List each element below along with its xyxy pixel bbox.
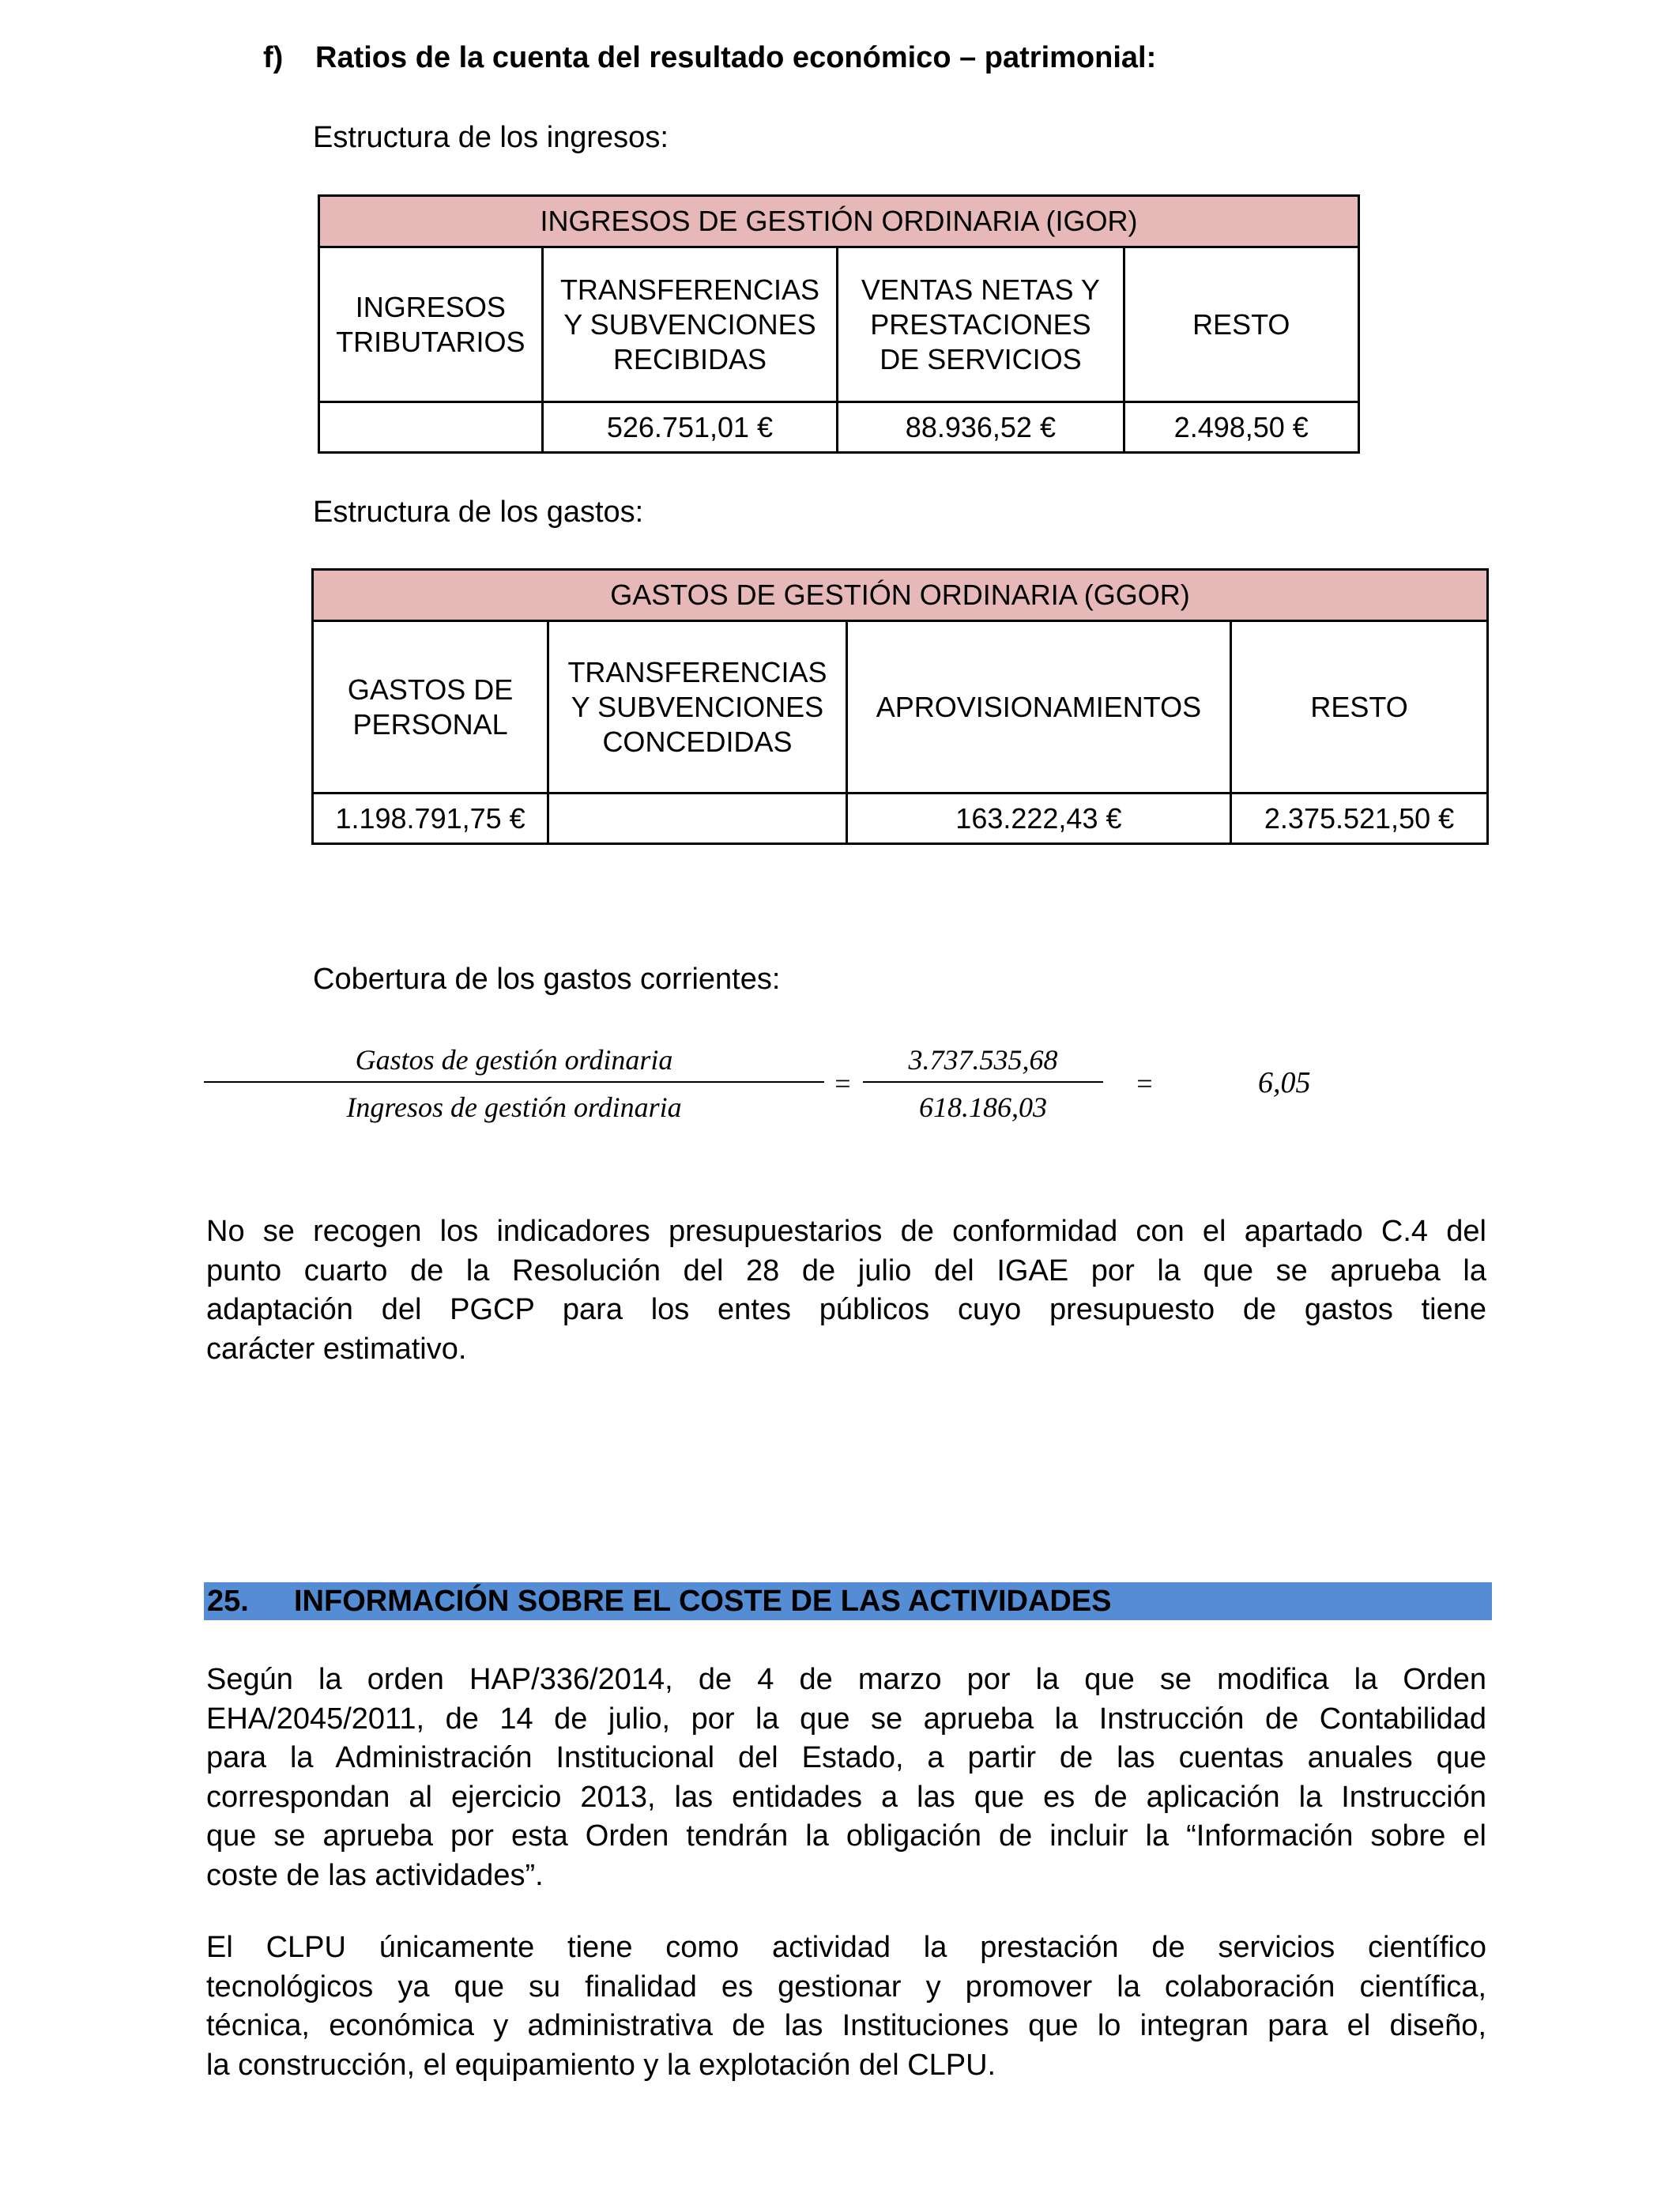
ratio-value-fraction-bar bbox=[863, 1081, 1103, 1083]
paragraph-line: técnica, económica y administrativa de las Instituciones que lo integran para el diseño, bbox=[206, 2009, 1486, 2042]
ingresos-value-ventas: 88.936,52 € bbox=[838, 402, 1124, 453]
paragraph-line: tecnológicos ya que su finalidad es gestionar y promover la colaboración científica, bbox=[206, 1970, 1486, 2004]
cobertura-subtitle: Cobertura de los gastos corrientes: bbox=[313, 963, 781, 996]
col-label-line: GASTOS DE bbox=[347, 673, 514, 706]
ingresos-table bbox=[318, 194, 1360, 454]
col-label-line: CONCEDIDAS bbox=[602, 725, 793, 758]
note-paragraph bbox=[206, 1212, 1486, 1369]
col-label-line: INGRESOS bbox=[355, 290, 506, 323]
section-25-paragraph-2 bbox=[206, 1928, 1486, 2085]
paragraph-line: punto cuarto de la Resolución del 28 de julio del IGAE por la que se aprueba la bbox=[206, 1253, 1486, 1287]
ratio-denominator-value: 618.186,03 bbox=[919, 1091, 1047, 1123]
col-label-line: PERSONAL bbox=[352, 707, 508, 741]
gastos-col-header-resto bbox=[1231, 621, 1488, 794]
col-label-line: RESTO bbox=[1310, 690, 1408, 723]
section-f-title: Ratios de la cuenta del resultado económico – patrimonial: bbox=[315, 41, 1157, 74]
paragraph-line: la construcción, el equipamiento y la explotación del CLPU. bbox=[206, 2048, 996, 2082]
ingresos-col-header-transferencias bbox=[542, 247, 838, 402]
ingresos-value-transferencias: 526.751,01 € bbox=[542, 402, 838, 453]
ingresos-table-header: INGRESOS DE GESTIÓN ORDINARIA (IGOR) bbox=[319, 196, 1359, 247]
ingresos-value-resto: 2.498,50 € bbox=[1124, 402, 1358, 453]
paragraph-line: Según la orden HAP/336/2014, de 4 de marzo por la que se modifica la Orden bbox=[206, 1663, 1486, 1696]
gastos-value-transferencias bbox=[548, 794, 847, 844]
paragraph-line: EHA/2045/2011, de 14 de julio, por la que se aprueba la Instrucción de Contabilidad bbox=[206, 1702, 1486, 1736]
paragraph-line: coste de las actividades”. bbox=[206, 1858, 544, 1892]
section-f-label: f) bbox=[263, 41, 284, 74]
col-label-line: RESTO bbox=[1192, 307, 1290, 341]
paragraph-line: para la Administración Institucional del Estado, a partir de las cuentas anuales que bbox=[206, 1741, 1486, 1774]
gastos-col-header-personal bbox=[313, 621, 548, 794]
section-25-paragraph-1 bbox=[206, 1661, 1486, 1895]
ingresos-subtitle: Estructura de los ingresos: bbox=[313, 121, 669, 154]
ingresos-col-header-ventas bbox=[838, 247, 1124, 402]
ratio-numerator-label: Gastos de gestión ordinaria bbox=[355, 1044, 673, 1076]
paragraph-line: No se recogen los indicadores presupuestarios de conformidad con el apartado C.4 del bbox=[206, 1215, 1486, 1248]
ingresos-value-tributarios bbox=[319, 402, 543, 453]
col-label-line: APROVISIONAMIENTOS bbox=[876, 690, 1202, 723]
gastos-table bbox=[311, 568, 1489, 845]
gastos-value-personal: 1.198.791,75 € bbox=[313, 794, 548, 844]
gastos-col-header-aprovisionamientos bbox=[846, 621, 1230, 794]
col-label-line: TRANSFERENCIAS bbox=[567, 655, 827, 688]
col-label-line: Y SUBVENCIONES bbox=[563, 307, 816, 341]
ratio-equals-1: = bbox=[833, 1068, 853, 1099]
ratio-numerator-value: 3.737.535,68 bbox=[908, 1044, 1058, 1076]
gastos-table-header: GASTOS DE GESTIÓN ORDINARIA (GGOR) bbox=[313, 570, 1488, 621]
ratio-denominator-label: Ingresos de gestión ordinaria bbox=[346, 1091, 682, 1123]
col-label-line: PRESTACIONES bbox=[870, 307, 1091, 341]
ratio-fraction-bar bbox=[204, 1081, 824, 1083]
col-label-line: TRIBUTARIOS bbox=[336, 325, 525, 358]
section-f-heading bbox=[263, 41, 1156, 75]
gastos-subtitle: Estructura de los gastos: bbox=[313, 496, 644, 529]
ingresos-col-header-tributarios bbox=[319, 247, 543, 402]
section-25-number: 25. bbox=[207, 1585, 249, 1618]
paragraph-line: que se aprueba por esta Orden tendrán la obligación de incluir la “Información sobre el bbox=[206, 1819, 1486, 1853]
col-label-line: TRANSFERENCIAS bbox=[559, 273, 819, 306]
paragraph-line: correspondan al ejercicio 2013, las entidades a las que es de aplicación la Instrucción bbox=[206, 1780, 1486, 1814]
gastos-col-header-transferencias bbox=[548, 621, 847, 794]
ratio-equals-2: = bbox=[1135, 1068, 1155, 1099]
section-25-heading bbox=[204, 1582, 1492, 1620]
ratio-result: 6,05 bbox=[1258, 1066, 1311, 1099]
paragraph-line: adaptación del PGCP para los entes públicos cuyo presupuesto de gastos tiene bbox=[206, 1293, 1486, 1326]
gastos-value-resto: 2.375.521,50 € bbox=[1231, 794, 1488, 844]
col-label-line: VENTAS NETAS Y bbox=[861, 273, 1100, 306]
ingresos-col-header-resto bbox=[1124, 247, 1358, 402]
paragraph-line: carácter estimativo. bbox=[206, 1332, 467, 1366]
col-label-line: Y SUBVENCIONES bbox=[571, 690, 824, 723]
section-25-title: INFORMACIÓN SOBRE EL COSTE DE LAS ACTIVIDADES bbox=[294, 1585, 1112, 1618]
col-label-line: DE SERVICIOS bbox=[880, 342, 1082, 375]
paragraph-line: El CLPU únicamente tiene como actividad la prestación de servicios científico bbox=[206, 1931, 1486, 1964]
gastos-value-aprovisionamientos: 163.222,43 € bbox=[846, 794, 1230, 844]
col-label-line: RECIBIDAS bbox=[612, 342, 767, 375]
